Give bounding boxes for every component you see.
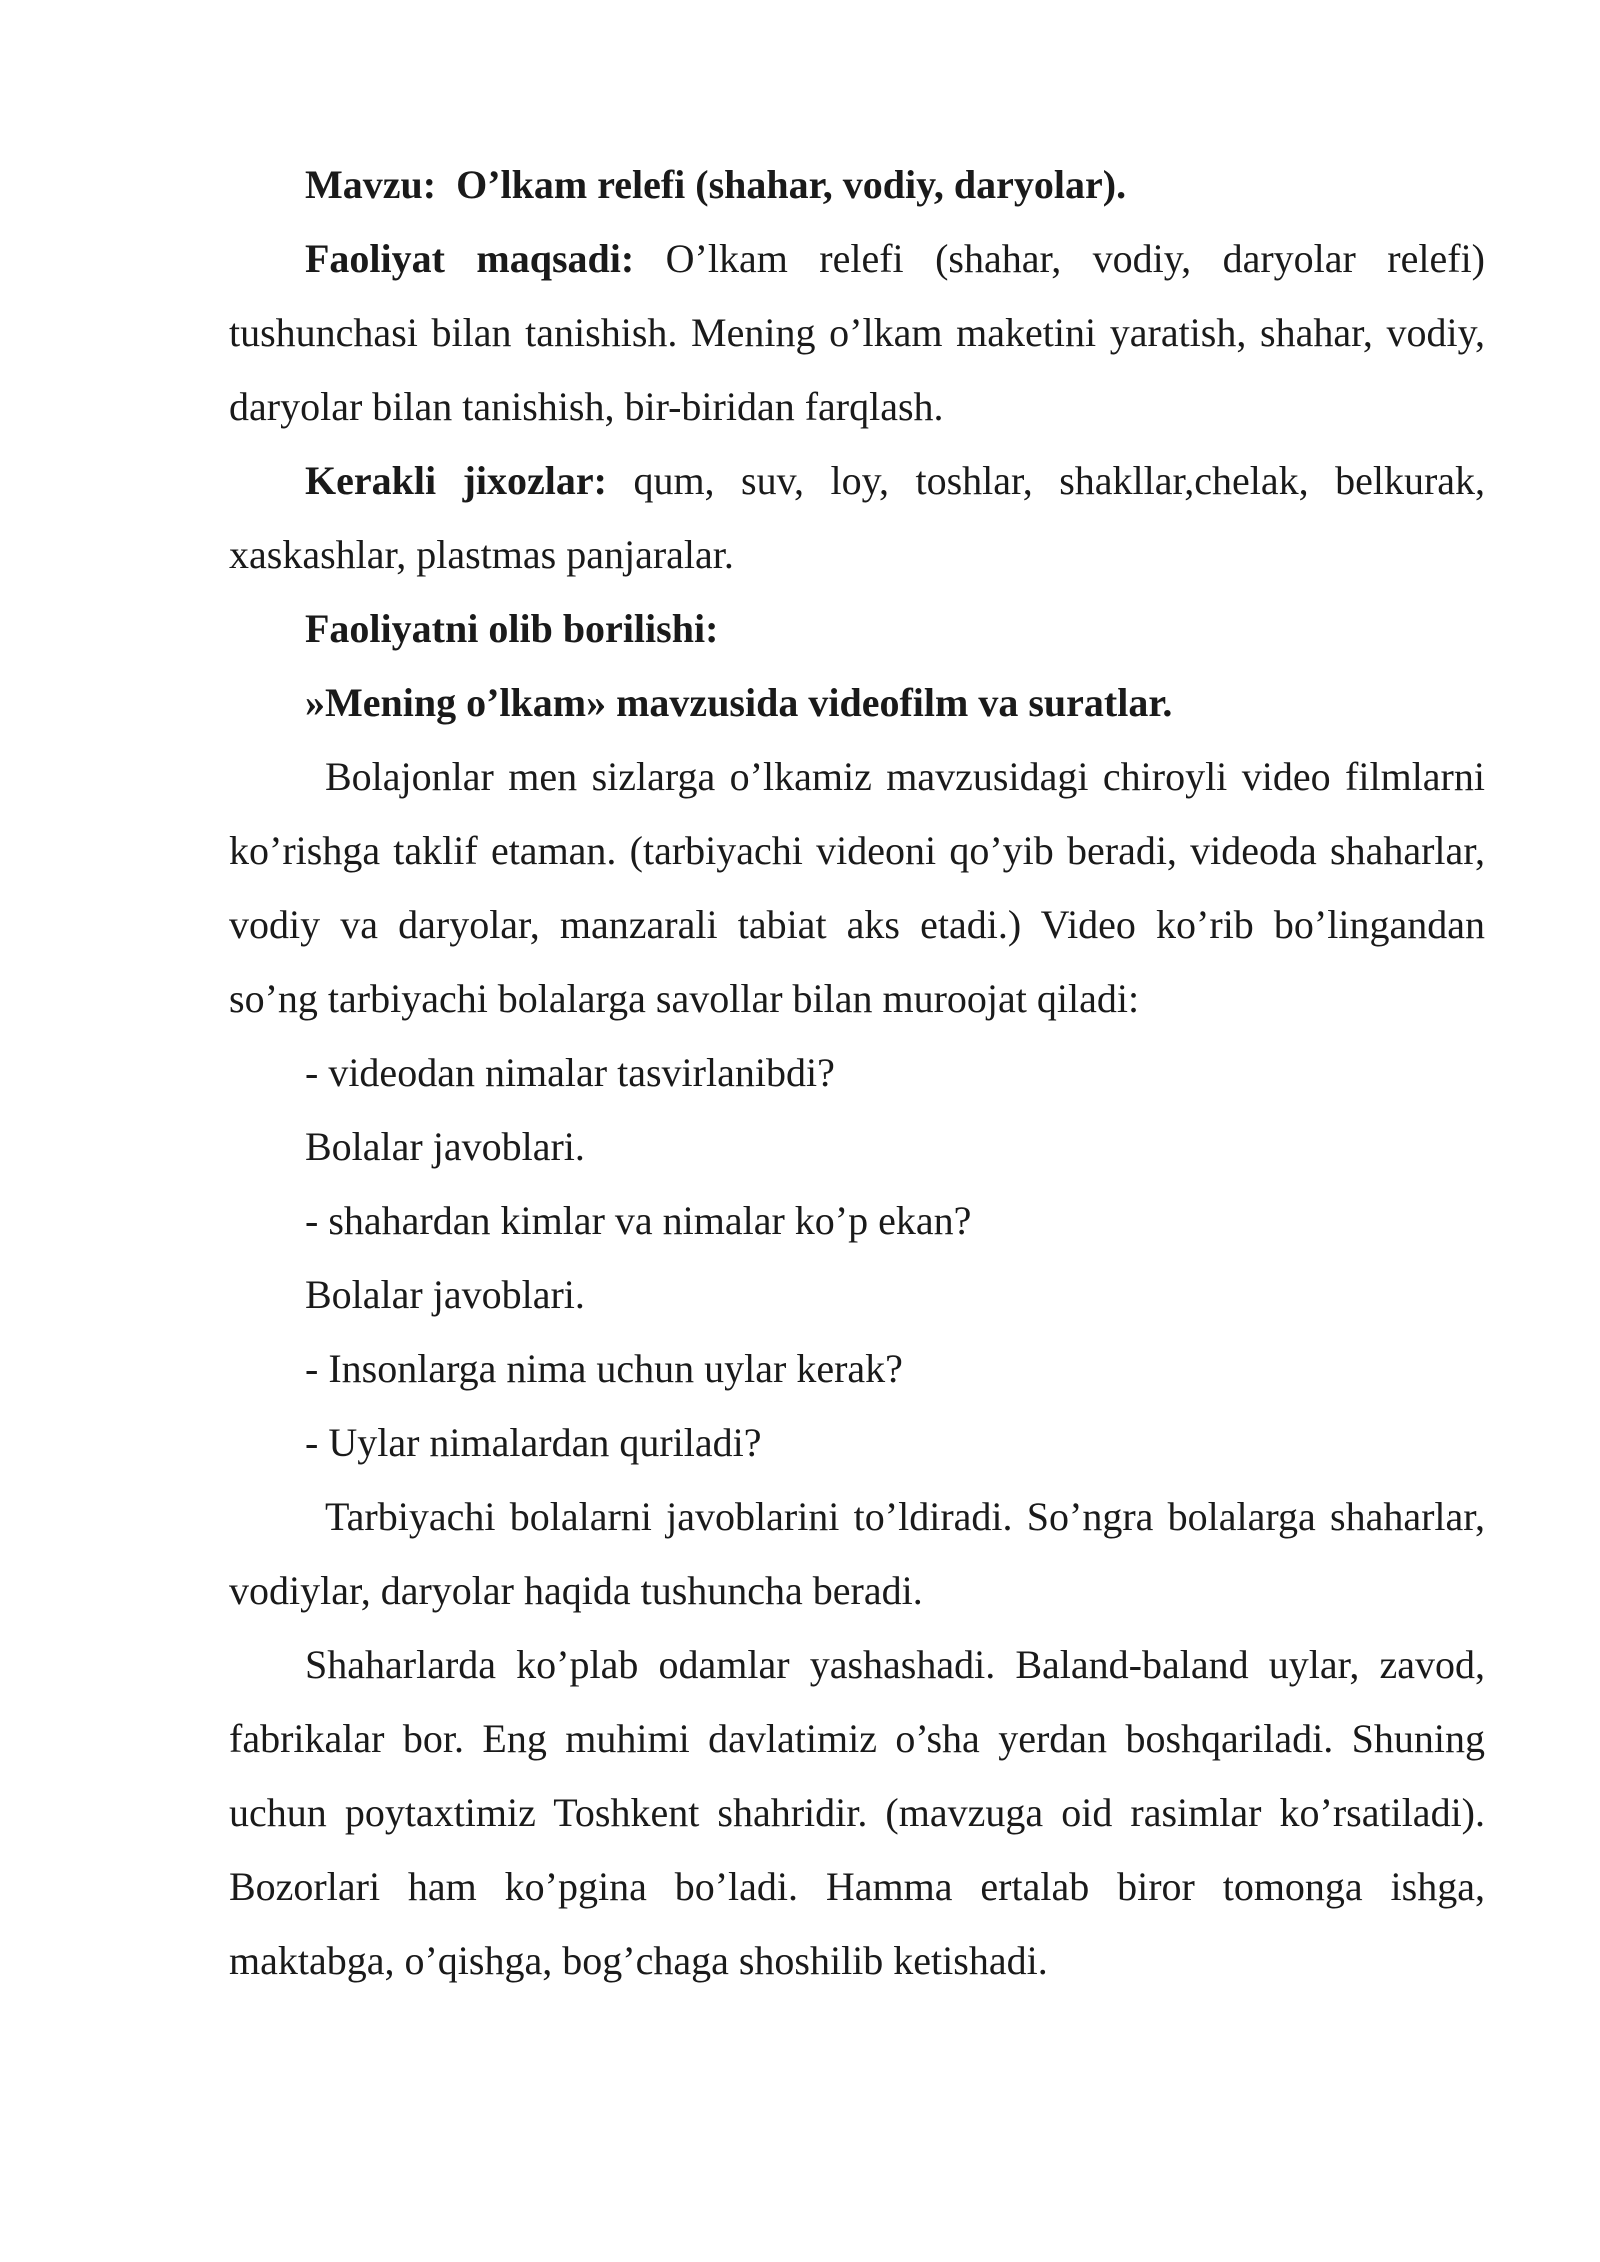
teacher-paragraph: Tarbiyachi bolalarni javoblarini to’ldiradi. So’ngra bolalarga shaharlar, vodiylar, daryolar haqida tushuncha beradi. (229, 1494, 1485, 1613)
goal-text: O’lkam relefi (shahar, vodiy, daryolar relefi) tushunchasi bilan tanishish. Mening o’lkam maketini yaratish, shahar, vodiy, daryolar bilan tanishish, bir-biridan farqlash. (229, 236, 1485, 429)
question-2: - shahardan kimlar va nimalar ko’p ekan? (305, 1198, 972, 1243)
question-4: - Uylar nimalardan quriladi? (305, 1420, 762, 1465)
document-page (229, 148, 1485, 1998)
materials-text: qum, suv, loy, toshlar, shakllar,chelak, belkurak, xaskashlar, plastmas panjaralar. (229, 458, 1486, 577)
materials-label: Kerakli jixozlar: (305, 458, 607, 503)
topic-text: O’lkam relefi (shahar, vodiy, daryolar). (456, 162, 1127, 207)
goal-label: Faoliyat maqsadi: (305, 236, 635, 281)
goal-paragraph (229, 222, 1485, 444)
question-1: - videodan nimalar tasvirlanibdi? (305, 1050, 835, 1095)
video-heading: »Mening o’lkam» mavzusida videofilm va suratlar. (305, 680, 1173, 725)
process-heading: Faoliyatni olib borilishi: (305, 606, 719, 651)
topic-line (229, 148, 1485, 222)
topic-label: Mavzu: (305, 162, 437, 207)
answer-1: Bolalar javoblari. (305, 1124, 585, 1169)
question-3: - Insonlarga nima uchun uylar kerak? (305, 1346, 903, 1391)
answer-2: Bolalar javoblari. (305, 1272, 585, 1317)
materials-paragraph (229, 444, 1485, 592)
city-paragraph: Shaharlarda ko’plab odamlar yashashadi. Baland-baland uylar, zavod, fabrikalar bor. Eng muhimi davlatimiz o’sha yerdan boshqariladi. Shuning uchun poytaxtimiz Toshkent shahridir. (mavzuga oid rasimlar ko’rsatiladi). Bozorlari ham ko’pgina bo’ladi. Hamma ertalab biror tomonga ishga, maktabga, o’qishga, bog’chaga shoshilib ketishadi. (229, 1642, 1485, 1983)
intro-paragraph: Bolajonlar men sizlarga o’lkamiz mavzusidagi chiroyli video filmlarni ko’rishga taklif etaman. (tarbiyachi videoni qo’yib beradi, videoda shaharlar, vodiy va daryolar, manzarali tabiat aks etadi.) Video ko’rib bo’lingandan so’ng tarbiyachi bolalarga savollar bilan muroojat qiladi: (229, 754, 1485, 1021)
